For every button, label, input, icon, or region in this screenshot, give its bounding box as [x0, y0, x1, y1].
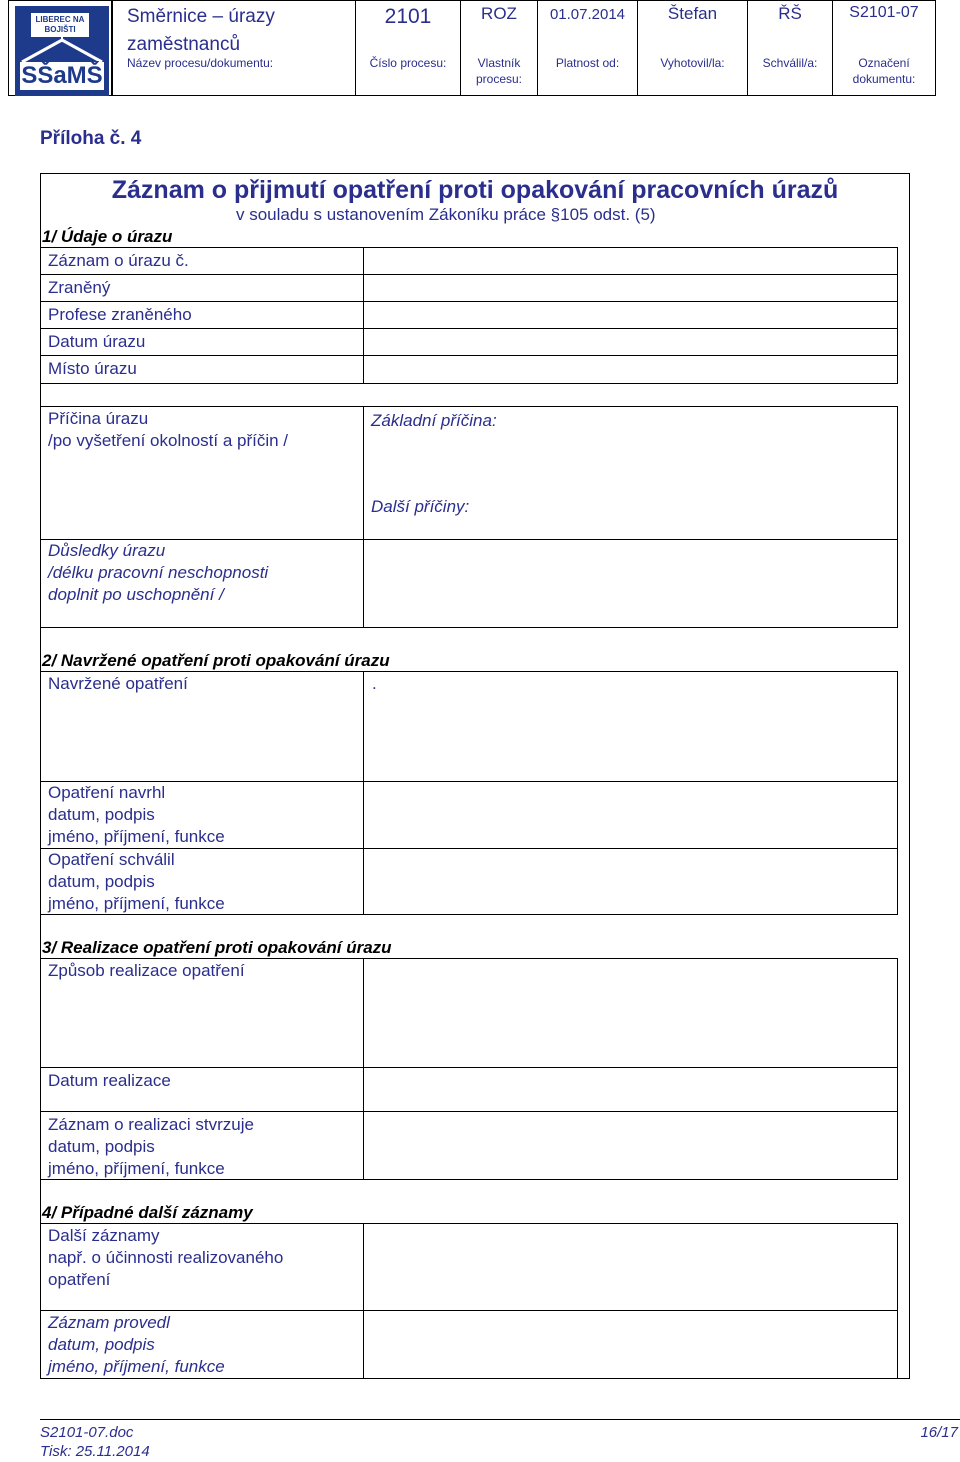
date-label: Datum realizace: [48, 1071, 171, 1090]
doc-code-value: S2101-07: [849, 4, 919, 21]
logo-main-text: SŠaMŠ: [21, 62, 103, 89]
process-name-value: Směrnice – úrazy zaměstnanců: [127, 6, 275, 55]
prepared-by-label: Vyhotovil/la:: [660, 56, 725, 70]
approved-label: Opatření schválil datum, podpis jméno, příjmení, funkce: [48, 850, 225, 913]
valid-from-label: Platnost od:: [555, 56, 620, 70]
header-process-number: [355, 0, 461, 96]
other-label: Další záznamy např. o účinnosti realizovaného opatření: [48, 1226, 284, 1289]
row-label-record-no: Záznam o úrazu č.: [48, 251, 189, 270]
cause-other-label: Další příčiny:: [371, 497, 470, 516]
school-logo: [15, 6, 109, 96]
header-process-name: [112, 0, 356, 96]
header-prepared-by: [637, 0, 748, 96]
method-value-box[interactable]: [363, 958, 898, 1068]
header-doc-code: [832, 0, 936, 96]
header-approved-by: [747, 0, 833, 96]
method-label: Způsob realizace opatření: [48, 961, 245, 980]
approved-by-value: ŘŠ: [778, 4, 802, 23]
annex-label: Příloha č. 4: [40, 128, 142, 149]
header-process-owner: [460, 0, 538, 96]
cause-basic-label: Základní příčina:: [371, 411, 497, 430]
process-number-label: Číslo procesu:: [369, 56, 447, 70]
date-value-box[interactable]: [363, 1067, 898, 1112]
row-label-place: Místo úrazu: [48, 359, 137, 378]
prepared-by-value: Štefan: [667, 4, 718, 23]
process-name-label: Název procesu/dokumentu:: [127, 56, 274, 70]
other-value-box[interactable]: [363, 1223, 898, 1311]
approved-by-label: Schválil/a:: [762, 56, 818, 70]
header-valid-from: [537, 0, 638, 96]
consequences-value-box[interactable]: [363, 539, 898, 628]
row-label-injured: Zraněný: [48, 278, 111, 297]
logo-cell: [8, 0, 112, 96]
section4-heading: 4/ Případné další záznamy: [42, 1203, 253, 1222]
row-label-date: Datum úrazu: [48, 332, 146, 351]
row-label-profession: Profese zraněného: [48, 305, 192, 324]
logo-top-text: LIBEREC NA BOJIŠTI: [31, 13, 89, 37]
proposed-value-box[interactable]: [363, 671, 898, 782]
form-title: Záznam o přijmutí opatření proti opakování pracovních úrazů: [111, 176, 839, 204]
section1-heading: 1/ Údaje o úrazu: [42, 227, 173, 246]
approved-value-box[interactable]: [363, 848, 898, 915]
recorded-label: Záznam provedl datum, podpis jméno, příjmení, funkce: [48, 1313, 225, 1376]
section3-heading: 3/ Realizace opatření proti opakování úrazu: [42, 938, 392, 957]
proposed-label: Navržené opatření: [48, 674, 188, 693]
logo-roof-icon: [17, 34, 107, 64]
footer-doc-name: S2101-07.doc: [40, 1424, 134, 1441]
process-number-value: 2101: [384, 5, 432, 28]
section2-heading: 2/ Navržené opatření proti opakování úrazu: [42, 651, 390, 670]
recorded-value-box[interactable]: [363, 1310, 898, 1379]
doc-code-label: Označení dokumentu:: [852, 56, 916, 86]
confirm-value-box[interactable]: [363, 1111, 898, 1180]
proposed-value: .: [372, 674, 377, 693]
footer-page-number: 16/17: [920, 1424, 958, 1441]
cause-label: Příčina úrazu /po vyšetření okolností a příčin /: [48, 409, 289, 450]
footer-print-date: Tisk: 25.11.2014: [40, 1443, 150, 1460]
process-owner-label: Vlastník procesu:: [475, 56, 523, 86]
valid-from-value: 01.07.2014: [549, 6, 626, 23]
proposed-by-value-box[interactable]: [363, 781, 898, 849]
process-owner-value: ROZ: [481, 4, 517, 23]
form-subtitle: v souladu s ustanovením Zákoníku práce §105 odst. (5): [236, 205, 656, 224]
footer-rule: [40, 1419, 960, 1420]
confirm-label: Záznam o realizaci stvrzuje datum, podpis jméno, příjmení, funkce: [48, 1115, 254, 1178]
proposed-by-label: Opatření navrhl datum, podpis jméno, příjmení, funkce: [48, 783, 225, 846]
consequences-label: Důsledky úrazu /délku pracovní neschopnosti doplnit po uschopnění /: [48, 541, 269, 604]
